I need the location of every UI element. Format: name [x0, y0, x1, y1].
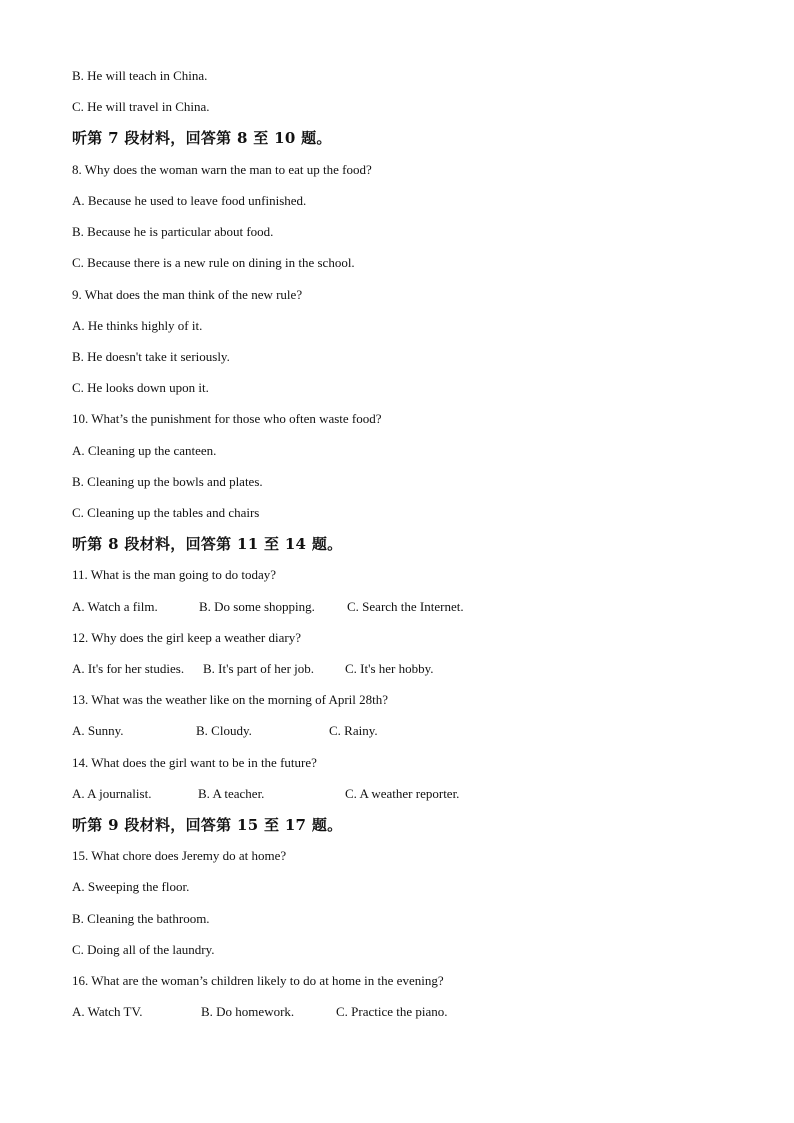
option-c-q7: C. He will travel in China.: [72, 99, 210, 114]
option-a-q11: A. Watch a film.: [72, 599, 158, 614]
option-c-q9: C. He looks down upon it.: [72, 380, 209, 395]
option-b-q10: B. Cleaning up the bowls and plates.: [72, 474, 263, 489]
option-c-q16: C. Practice the piano.: [336, 1004, 448, 1019]
question-9: 9. What does the man think of the new rule?: [72, 287, 303, 302]
option-b-q8: B. Because he is particular about food.: [72, 224, 274, 239]
option-b-q15: B. Cleaning the bathroom.: [72, 911, 210, 926]
option-b-q9: B. He doesn't take it seriously.: [72, 349, 230, 364]
question-14: 14. What does the girl want to be in the future?: [72, 755, 317, 770]
question-11: 11. What is the man going to do today?: [72, 567, 276, 582]
option-c-q14: C. A weather reporter.: [345, 786, 460, 801]
question-15: 15. What chore does Jeremy do at home?: [72, 848, 287, 863]
question-10: 10. What’s the punishment for those who often waste food?: [72, 411, 382, 426]
option-a-q9: A. He thinks highly of it.: [72, 318, 203, 333]
option-c-q15: C. Doing all of the laundry.: [72, 942, 215, 957]
option-a-q8: A. Because he used to leave food unfinished.: [72, 193, 307, 208]
question-12: 12. Why does the girl keep a weather diary?: [72, 630, 301, 645]
option-b-q7: B. He will teach in China.: [72, 68, 208, 83]
option-a-q10: A. Cleaning up the canteen.: [72, 443, 217, 458]
option-a-q15: A. Sweeping the floor.: [72, 879, 190, 894]
option-b-q13: B. Cloudy.: [196, 723, 252, 738]
option-b-q16: B. Do homework.: [201, 1004, 295, 1019]
section-heading-8: 听第 8 段材料，回答第 11 至 14 题。: [72, 535, 343, 553]
question-8: 8. Why does the woman warn the man to eat up the food?: [72, 162, 372, 177]
option-a-q12: A. It's for her studies.: [72, 661, 185, 676]
option-b-q14: B. A teacher.: [198, 786, 265, 801]
option-b-q11: B. Do some shopping.: [199, 599, 315, 614]
option-a-q13: A. Sunny.: [72, 723, 124, 738]
option-a-q16: A. Watch TV.: [72, 1004, 143, 1019]
question-13: 13. What was the weather like on the morning of April 28th?: [72, 692, 389, 707]
section-heading-7: 听第 7 段材料，回答第 8 至 10 题。: [72, 129, 332, 147]
option-b-q12: B. It's part of her job.: [203, 661, 315, 676]
section-heading-9: 听第 9 段材料，回答第 15 至 17 题。: [72, 816, 343, 834]
question-16: 16. What are the woman’s children likely to do at home in the evening?: [72, 973, 444, 988]
option-c-q13: C. Rainy.: [329, 723, 378, 738]
option-c-q10: C. Cleaning up the tables and chairs: [72, 505, 260, 520]
option-c-q8: C. Because there is a new rule on dining in the school.: [72, 255, 355, 270]
option-c-q12: C. It's her hobby.: [345, 661, 434, 676]
option-c-q11: C. Search the Internet.: [347, 599, 464, 614]
option-a-q14: A. A journalist.: [72, 786, 152, 801]
